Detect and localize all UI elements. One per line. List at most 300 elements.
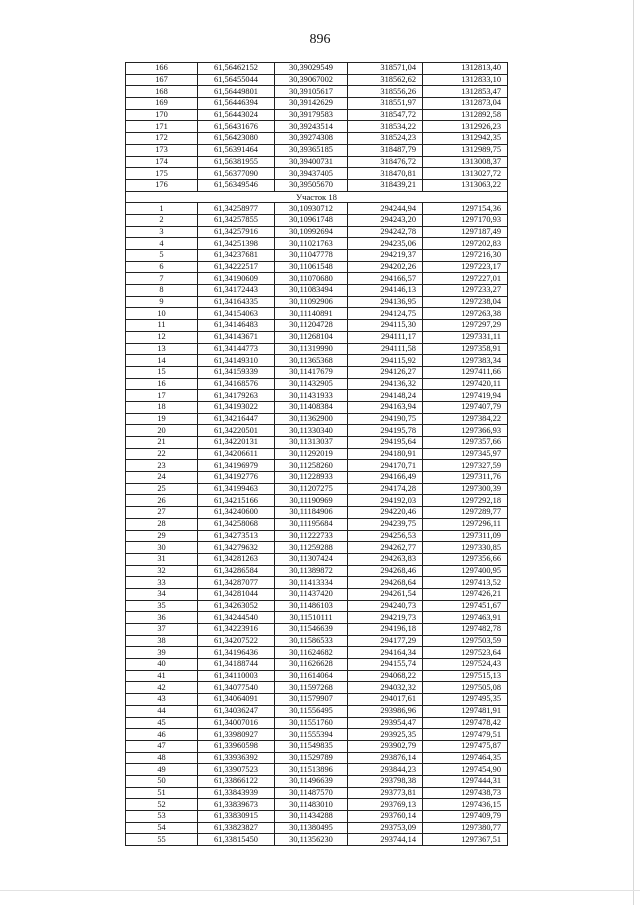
latitude-cell: 61,56391464 xyxy=(198,144,275,156)
point-number-cell: 16 xyxy=(126,378,198,390)
x-coordinate-cell: 294166,49 xyxy=(348,472,423,484)
x-coordinate-cell: 318524,23 xyxy=(348,133,423,145)
table-row xyxy=(126,682,508,694)
latitude-cell: 61,56431676 xyxy=(198,121,275,133)
point-number-cell: 51 xyxy=(126,787,198,799)
latitude-cell: 61,34188744 xyxy=(198,659,275,671)
longitude-cell: 30,11083494 xyxy=(275,285,348,297)
latitude-cell: 61,34144773 xyxy=(198,343,275,355)
point-number-cell: 14 xyxy=(126,355,198,367)
x-coordinate-cell: 293798,38 xyxy=(348,775,423,787)
point-number-cell: 36 xyxy=(126,612,198,624)
latitude-cell: 61,34168576 xyxy=(198,378,275,390)
longitude-cell: 30,11070680 xyxy=(275,273,348,285)
latitude-cell: 61,34257916 xyxy=(198,226,275,238)
x-coordinate-cell: 294244,94 xyxy=(348,203,423,215)
x-coordinate-cell: 294170,71 xyxy=(348,460,423,472)
point-number-cell: 175 xyxy=(126,168,198,180)
point-number-cell: 35 xyxy=(126,600,198,612)
table-row xyxy=(126,624,508,636)
latitude-cell: 61,34199463 xyxy=(198,483,275,495)
point-number-cell: 19 xyxy=(126,413,198,425)
y-coordinate-cell: 1313063,22 xyxy=(423,179,508,191)
point-number-cell: 15 xyxy=(126,366,198,378)
longitude-cell: 30,10992694 xyxy=(275,226,348,238)
point-number-cell: 52 xyxy=(126,799,198,811)
point-number-cell: 171 xyxy=(126,121,198,133)
point-number-cell: 176 xyxy=(126,179,198,191)
table-row xyxy=(126,460,508,472)
table-row xyxy=(126,133,508,145)
table-row xyxy=(126,425,508,437)
y-coordinate-cell: 1313027,72 xyxy=(423,168,508,180)
latitude-cell: 61,34216447 xyxy=(198,413,275,425)
table-row xyxy=(126,670,508,682)
point-number-cell: 27 xyxy=(126,507,198,519)
table-row xyxy=(126,273,508,285)
y-coordinate-cell: 1297475,87 xyxy=(423,740,508,752)
latitude-cell: 61,34258068 xyxy=(198,518,275,530)
table-row xyxy=(126,413,508,425)
point-number-cell: 34 xyxy=(126,588,198,600)
longitude-cell: 30,11140891 xyxy=(275,308,348,320)
longitude-cell: 30,39243514 xyxy=(275,121,348,133)
table-row xyxy=(126,343,508,355)
point-number-cell: 4 xyxy=(126,238,198,250)
x-coordinate-cell: 294263,83 xyxy=(348,553,423,565)
x-coordinate-cell: 294202,26 xyxy=(348,261,423,273)
table-row xyxy=(126,121,508,133)
page-edge-bottom xyxy=(0,890,640,891)
table-row xyxy=(126,226,508,238)
latitude-cell: 61,34196979 xyxy=(198,460,275,472)
longitude-cell: 30,11184906 xyxy=(275,507,348,519)
table-row xyxy=(126,250,508,262)
y-coordinate-cell: 1297263,38 xyxy=(423,308,508,320)
latitude-cell: 61,34244540 xyxy=(198,612,275,624)
longitude-cell: 30,11555394 xyxy=(275,729,348,741)
table-row xyxy=(126,799,508,811)
latitude-cell: 61,33960598 xyxy=(198,740,275,752)
y-coordinate-cell: 1297356,66 xyxy=(423,553,508,565)
point-number-cell: 20 xyxy=(126,425,198,437)
table-row xyxy=(126,740,508,752)
y-coordinate-cell: 1297154,36 xyxy=(423,203,508,215)
table-row xyxy=(126,483,508,495)
longitude-cell: 30,11413334 xyxy=(275,577,348,589)
point-number-cell: 6 xyxy=(126,261,198,273)
x-coordinate-cell: 294192,03 xyxy=(348,495,423,507)
latitude-cell: 61,34172443 xyxy=(198,285,275,297)
latitude-cell: 61,56443024 xyxy=(198,109,275,121)
x-coordinate-cell: 318547,72 xyxy=(348,109,423,121)
latitude-cell: 61,56455044 xyxy=(198,74,275,86)
x-coordinate-cell: 294166,57 xyxy=(348,273,423,285)
latitude-cell: 61,34257855 xyxy=(198,214,275,226)
x-coordinate-cell: 293753,09 xyxy=(348,822,423,834)
table-row xyxy=(126,203,508,215)
table-row xyxy=(126,86,508,98)
y-coordinate-cell: 1297413,52 xyxy=(423,577,508,589)
y-coordinate-cell: 1297411,66 xyxy=(423,366,508,378)
longitude-cell: 30,11313037 xyxy=(275,437,348,449)
longitude-cell: 30,11614064 xyxy=(275,670,348,682)
latitude-cell: 61,33830915 xyxy=(198,811,275,823)
y-coordinate-cell: 1297444,31 xyxy=(423,775,508,787)
latitude-cell: 61,33980927 xyxy=(198,729,275,741)
latitude-cell: 61,34279632 xyxy=(198,542,275,554)
y-coordinate-cell: 1297464,35 xyxy=(423,752,508,764)
x-coordinate-cell: 294017,61 xyxy=(348,694,423,706)
longitude-cell: 30,11546639 xyxy=(275,624,348,636)
longitude-cell: 30,11092906 xyxy=(275,296,348,308)
y-coordinate-cell: 1297503,59 xyxy=(423,635,508,647)
y-coordinate-cell: 1297419,94 xyxy=(423,390,508,402)
x-coordinate-cell: 293954,47 xyxy=(348,717,423,729)
x-coordinate-cell: 294111,17 xyxy=(348,331,423,343)
longitude-cell: 30,11195684 xyxy=(275,518,348,530)
point-number-cell: 170 xyxy=(126,109,198,121)
table-row xyxy=(126,366,508,378)
latitude-cell: 61,34286584 xyxy=(198,565,275,577)
y-coordinate-cell: 1297380,77 xyxy=(423,822,508,834)
longitude-cell: 30,11259288 xyxy=(275,542,348,554)
longitude-cell: 30,39365185 xyxy=(275,144,348,156)
y-coordinate-cell: 1297426,21 xyxy=(423,588,508,600)
y-coordinate-cell: 1297330,85 xyxy=(423,542,508,554)
latitude-cell: 61,34143671 xyxy=(198,331,275,343)
point-number-cell: 166 xyxy=(126,63,198,75)
y-coordinate-cell: 1297384,22 xyxy=(423,413,508,425)
y-coordinate-cell: 1297296,11 xyxy=(423,518,508,530)
table-row xyxy=(126,495,508,507)
longitude-cell: 30,11365368 xyxy=(275,355,348,367)
latitude-cell: 61,56462152 xyxy=(198,63,275,75)
longitude-cell: 30,11292019 xyxy=(275,448,348,460)
latitude-cell: 61,34215166 xyxy=(198,495,275,507)
section-header-row xyxy=(126,191,508,203)
longitude-cell: 30,11047778 xyxy=(275,250,348,262)
longitude-cell: 30,11529789 xyxy=(275,752,348,764)
y-coordinate-cell: 1297233,27 xyxy=(423,285,508,297)
x-coordinate-cell: 294115,92 xyxy=(348,355,423,367)
x-coordinate-cell: 318562,62 xyxy=(348,74,423,86)
longitude-cell: 30,39179583 xyxy=(275,109,348,121)
y-coordinate-cell: 1297436,15 xyxy=(423,799,508,811)
point-number-cell: 18 xyxy=(126,401,198,413)
y-coordinate-cell: 1297481,91 xyxy=(423,705,508,717)
table-row xyxy=(126,565,508,577)
longitude-cell: 30,11207275 xyxy=(275,483,348,495)
longitude-cell: 30,11597268 xyxy=(275,682,348,694)
y-coordinate-cell: 1297478,42 xyxy=(423,717,508,729)
table-row xyxy=(126,588,508,600)
y-coordinate-cell: 1297451,67 xyxy=(423,600,508,612)
latitude-cell: 61,34193022 xyxy=(198,401,275,413)
table-row xyxy=(126,507,508,519)
y-coordinate-cell: 1297367,51 xyxy=(423,834,508,846)
table-row xyxy=(126,401,508,413)
x-coordinate-cell: 294261,54 xyxy=(348,588,423,600)
y-coordinate-cell: 1312873,04 xyxy=(423,98,508,110)
longitude-cell: 30,11061548 xyxy=(275,261,348,273)
x-coordinate-cell: 293902,79 xyxy=(348,740,423,752)
x-coordinate-cell: 293760,14 xyxy=(348,811,423,823)
point-number-cell: 37 xyxy=(126,624,198,636)
latitude-cell: 61,34036247 xyxy=(198,705,275,717)
x-coordinate-cell: 294195,64 xyxy=(348,437,423,449)
table-row xyxy=(126,156,508,168)
point-number-cell: 25 xyxy=(126,483,198,495)
x-coordinate-cell: 318476,72 xyxy=(348,156,423,168)
point-number-cell: 41 xyxy=(126,670,198,682)
table-row xyxy=(126,553,508,565)
longitude-cell: 30,39505670 xyxy=(275,179,348,191)
y-coordinate-cell: 1312813,40 xyxy=(423,63,508,75)
table-row xyxy=(126,752,508,764)
x-coordinate-cell: 293876,14 xyxy=(348,752,423,764)
latitude-cell: 61,33936392 xyxy=(198,752,275,764)
point-number-cell: 9 xyxy=(126,296,198,308)
longitude-cell: 30,11624682 xyxy=(275,647,348,659)
table-row xyxy=(126,542,508,554)
table-row xyxy=(126,472,508,484)
point-number-cell: 30 xyxy=(126,542,198,554)
longitude-cell: 30,11626628 xyxy=(275,659,348,671)
point-number-cell: 38 xyxy=(126,635,198,647)
point-number-cell: 169 xyxy=(126,98,198,110)
x-coordinate-cell: 294268,46 xyxy=(348,565,423,577)
latitude-cell: 61,34237681 xyxy=(198,250,275,262)
x-coordinate-cell: 318439,21 xyxy=(348,179,423,191)
x-coordinate-cell: 293925,35 xyxy=(348,729,423,741)
latitude-cell: 61,33823827 xyxy=(198,822,275,834)
x-coordinate-cell: 294262,77 xyxy=(348,542,423,554)
table-row xyxy=(126,764,508,776)
y-coordinate-cell: 1297187,49 xyxy=(423,226,508,238)
y-coordinate-cell: 1297505,08 xyxy=(423,682,508,694)
table-row xyxy=(126,308,508,320)
point-number-cell: 173 xyxy=(126,144,198,156)
y-coordinate-cell: 1312892,58 xyxy=(423,109,508,121)
page-edge-right xyxy=(633,0,634,905)
y-coordinate-cell: 1297300,39 xyxy=(423,483,508,495)
x-coordinate-cell: 294115,30 xyxy=(348,320,423,332)
point-number-cell: 23 xyxy=(126,460,198,472)
x-coordinate-cell: 294239,75 xyxy=(348,518,423,530)
latitude-cell: 61,34281263 xyxy=(198,553,275,565)
latitude-cell: 61,56381955 xyxy=(198,156,275,168)
table-row xyxy=(126,331,508,343)
table-row xyxy=(126,378,508,390)
latitude-cell: 61,34287077 xyxy=(198,577,275,589)
latitude-cell: 61,56423080 xyxy=(198,133,275,145)
y-coordinate-cell: 1297463,91 xyxy=(423,612,508,624)
longitude-cell: 30,11549835 xyxy=(275,740,348,752)
longitude-cell: 30,11487570 xyxy=(275,787,348,799)
longitude-cell: 30,39274308 xyxy=(275,133,348,145)
point-number-cell: 5 xyxy=(126,250,198,262)
point-number-cell: 8 xyxy=(126,285,198,297)
y-coordinate-cell: 1297358,91 xyxy=(423,343,508,355)
longitude-cell: 30,11483010 xyxy=(275,799,348,811)
table-row xyxy=(126,787,508,799)
x-coordinate-cell: 294195,78 xyxy=(348,425,423,437)
longitude-cell: 30,11417679 xyxy=(275,366,348,378)
table-row xyxy=(126,612,508,624)
latitude-cell: 61,34159339 xyxy=(198,366,275,378)
y-coordinate-cell: 1297170,93 xyxy=(423,214,508,226)
longitude-cell: 30,11268104 xyxy=(275,331,348,343)
longitude-cell: 30,11510111 xyxy=(275,612,348,624)
table-row xyxy=(126,705,508,717)
y-coordinate-cell: 1297289,77 xyxy=(423,507,508,519)
x-coordinate-cell: 294126,27 xyxy=(348,366,423,378)
latitude-cell: 61,33907523 xyxy=(198,764,275,776)
x-coordinate-cell: 294136,32 xyxy=(348,378,423,390)
latitude-cell: 61,34007016 xyxy=(198,717,275,729)
section-title: Участок 18 xyxy=(126,191,508,203)
longitude-cell: 30,11408384 xyxy=(275,401,348,413)
longitude-cell: 30,39142629 xyxy=(275,98,348,110)
latitude-cell: 61,34206611 xyxy=(198,448,275,460)
y-coordinate-cell: 1297227,01 xyxy=(423,273,508,285)
table-row xyxy=(126,109,508,121)
x-coordinate-cell: 294177,29 xyxy=(348,635,423,647)
point-number-cell: 172 xyxy=(126,133,198,145)
latitude-cell: 61,34222517 xyxy=(198,261,275,273)
x-coordinate-cell: 294174,28 xyxy=(348,483,423,495)
latitude-cell: 61,34251398 xyxy=(198,238,275,250)
y-coordinate-cell: 1297482,78 xyxy=(423,624,508,636)
page-number: 896 xyxy=(309,32,331,47)
x-coordinate-cell: 294256,53 xyxy=(348,530,423,542)
longitude-cell: 30,11362900 xyxy=(275,413,348,425)
latitude-cell: 61,56446394 xyxy=(198,98,275,110)
x-coordinate-cell: 293986,96 xyxy=(348,705,423,717)
y-coordinate-cell: 1297297,29 xyxy=(423,320,508,332)
point-number-cell: 167 xyxy=(126,74,198,86)
x-coordinate-cell: 293844,23 xyxy=(348,764,423,776)
x-coordinate-cell: 294163,94 xyxy=(348,401,423,413)
y-coordinate-cell: 1297420,11 xyxy=(423,378,508,390)
latitude-cell: 61,34149310 xyxy=(198,355,275,367)
latitude-cell: 61,34164335 xyxy=(198,296,275,308)
y-coordinate-cell: 1312989,75 xyxy=(423,144,508,156)
point-number-cell: 174 xyxy=(126,156,198,168)
x-coordinate-cell: 294146,13 xyxy=(348,285,423,297)
point-number-cell: 2 xyxy=(126,214,198,226)
point-number-cell: 26 xyxy=(126,495,198,507)
x-coordinate-cell: 294219,73 xyxy=(348,612,423,624)
point-number-cell: 168 xyxy=(126,86,198,98)
table-row xyxy=(126,775,508,787)
table-row xyxy=(126,577,508,589)
point-number-cell: 17 xyxy=(126,390,198,402)
y-coordinate-cell: 1297327,59 xyxy=(423,460,508,472)
point-number-cell: 7 xyxy=(126,273,198,285)
longitude-cell: 30,11258260 xyxy=(275,460,348,472)
point-number-cell: 32 xyxy=(126,565,198,577)
latitude-cell: 61,56349546 xyxy=(198,179,275,191)
latitude-cell: 61,33866122 xyxy=(198,775,275,787)
x-coordinate-cell: 318551,97 xyxy=(348,98,423,110)
latitude-cell: 61,33843939 xyxy=(198,787,275,799)
table-row xyxy=(126,600,508,612)
y-coordinate-cell: 1312833,10 xyxy=(423,74,508,86)
point-number-cell: 33 xyxy=(126,577,198,589)
longitude-cell: 30,11204728 xyxy=(275,320,348,332)
y-coordinate-cell: 1297202,83 xyxy=(423,238,508,250)
x-coordinate-cell: 294242,78 xyxy=(348,226,423,238)
longitude-cell: 30,11319990 xyxy=(275,343,348,355)
point-number-cell: 55 xyxy=(126,834,198,846)
latitude-cell: 61,34196436 xyxy=(198,647,275,659)
point-number-cell: 11 xyxy=(126,320,198,332)
y-coordinate-cell: 1297438,73 xyxy=(423,787,508,799)
point-number-cell: 3 xyxy=(126,226,198,238)
x-coordinate-cell: 294240,73 xyxy=(348,600,423,612)
latitude-cell: 61,34258977 xyxy=(198,203,275,215)
latitude-cell: 61,34190609 xyxy=(198,273,275,285)
y-coordinate-cell: 1297515,13 xyxy=(423,670,508,682)
x-coordinate-cell: 294124,75 xyxy=(348,308,423,320)
longitude-cell: 30,11579907 xyxy=(275,694,348,706)
longitude-cell: 30,11222733 xyxy=(275,530,348,542)
table-row xyxy=(126,355,508,367)
longitude-cell: 30,10930712 xyxy=(275,203,348,215)
table-row xyxy=(126,261,508,273)
y-coordinate-cell: 1297357,66 xyxy=(423,437,508,449)
x-coordinate-cell: 293744,14 xyxy=(348,834,423,846)
table-row xyxy=(126,63,508,75)
y-coordinate-cell: 1297407,79 xyxy=(423,401,508,413)
x-coordinate-cell: 294268,64 xyxy=(348,577,423,589)
point-number-cell: 24 xyxy=(126,472,198,484)
x-coordinate-cell: 294155,74 xyxy=(348,659,423,671)
table-row xyxy=(126,729,508,741)
table-row xyxy=(126,285,508,297)
x-coordinate-cell: 318487,79 xyxy=(348,144,423,156)
point-number-cell: 43 xyxy=(126,694,198,706)
y-coordinate-cell: 1312926,23 xyxy=(423,121,508,133)
y-coordinate-cell: 1297238,04 xyxy=(423,296,508,308)
coordinates-table-body xyxy=(126,63,508,846)
longitude-cell: 30,39029549 xyxy=(275,63,348,75)
point-number-cell: 46 xyxy=(126,729,198,741)
latitude-cell: 61,34077540 xyxy=(198,682,275,694)
longitude-cell: 30,11431933 xyxy=(275,390,348,402)
y-coordinate-cell: 1297216,30 xyxy=(423,250,508,262)
x-coordinate-cell: 294220,46 xyxy=(348,507,423,519)
table-row xyxy=(126,168,508,180)
y-coordinate-cell: 1297400,95 xyxy=(423,565,508,577)
latitude-cell: 61,34207522 xyxy=(198,635,275,647)
latitude-cell: 61,33815450 xyxy=(198,834,275,846)
table-row xyxy=(126,390,508,402)
latitude-cell: 61,34263052 xyxy=(198,600,275,612)
latitude-cell: 61,33839673 xyxy=(198,799,275,811)
longitude-cell: 30,11389872 xyxy=(275,565,348,577)
y-coordinate-cell: 1297366,93 xyxy=(423,425,508,437)
y-coordinate-cell: 1297495,35 xyxy=(423,694,508,706)
point-number-cell: 47 xyxy=(126,740,198,752)
table-row xyxy=(126,834,508,846)
longitude-cell: 30,11228933 xyxy=(275,472,348,484)
point-number-cell: 54 xyxy=(126,822,198,834)
longitude-cell: 30,39400731 xyxy=(275,156,348,168)
table-row xyxy=(126,659,508,671)
